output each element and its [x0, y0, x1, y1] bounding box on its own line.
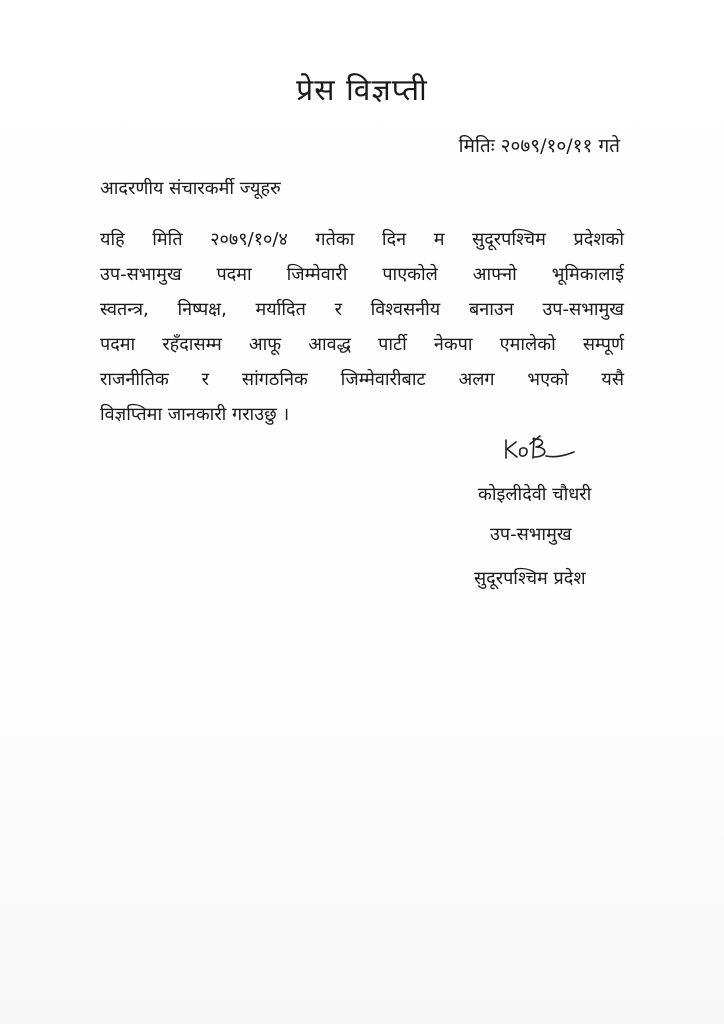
document-date: मितिः २०७९/१०/११ गते — [458, 135, 620, 157]
body-paragraph — [100, 222, 624, 432]
body-line: विज्ञप्तिमा जानकारी गराउछु । — [100, 404, 290, 425]
signatory-office: सुदूरपश्चिम प्रदेश — [474, 568, 586, 589]
salutation: आदरणीय संचारकर्मी ज्यूहरु — [100, 178, 281, 199]
body-line: राजनीतिक र सांगठनिक जिम्मेवारीबाट अलग भएको यसै — [100, 369, 624, 390]
body-line: स्वतन्त्र, निष्पक्ष, मर्यादित र विश्वसनीय बनाउन उप-सभामुख — [100, 299, 624, 320]
body-line: उप-सभामुख पदमा जिम्मेवारी पाएकोले आफ्नो भूमिकालाई — [100, 264, 624, 285]
body-line: पदमा रहँदासम्म आफू आवद्ध पार्टी नेकपा एमालेको सम्पूर्ण — [100, 334, 624, 355]
document-title: प्रेस विज्ञप्ती — [296, 73, 428, 108]
body-line: यहि मिति २०७९/१०/४ गतेका दिन म सुदूरपश्चिम प्रदेशको — [100, 229, 624, 250]
signatory-name: कोइलीदेवी चौधरी — [478, 484, 592, 505]
signatory-position: उप-सभामुख — [490, 524, 572, 545]
handwritten-signature — [500, 430, 580, 470]
